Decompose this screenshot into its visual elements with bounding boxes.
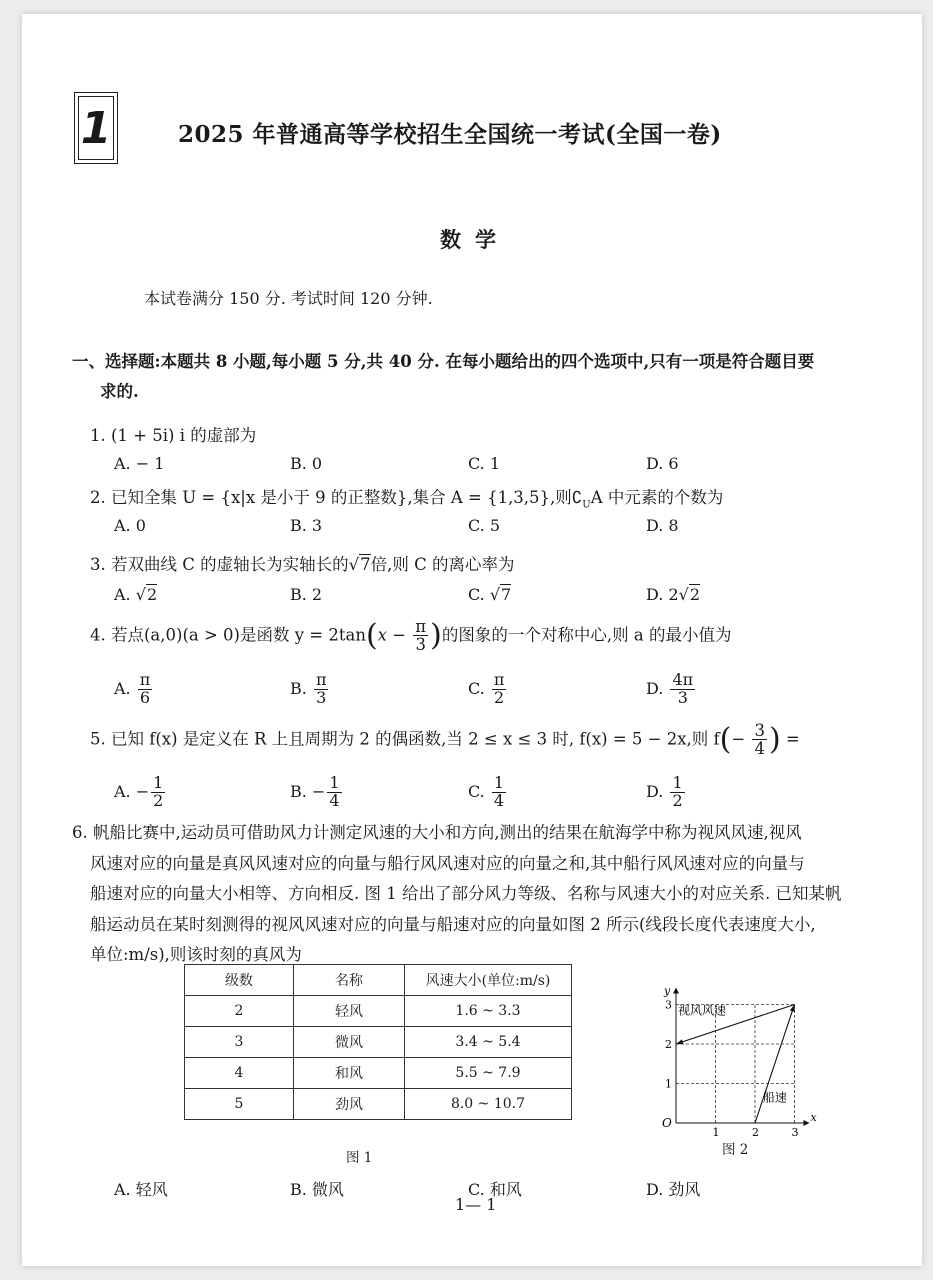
q3-stem-radicand: 7 — [360, 555, 371, 574]
question-5: 5. 已知 f(x) 是定义在 R 上且周期为 2 的偶函数,当 2 ≤ x ≤ 3 时, f(x) = 5 − 2x,则 f(− $\frac{3}{4}$ ) = — [90, 721, 800, 759]
q4-option-c: C. $\frac{\pi}{2}$ — [468, 670, 505, 707]
table-cell: 2 — [185, 996, 294, 1027]
x-tick-label: 1 — [712, 1126, 720, 1139]
wind-scale-table — [184, 964, 572, 1120]
table-cell: 8.0 ~ 10.7 — [405, 1089, 572, 1120]
table-cell: 轻风 — [294, 996, 405, 1027]
question-4: 4. 若点(a,0)(a > 0)是函数 y = 2tan(x − $\frac{\pi}{3}$ )的图象的一个对称中心,则 a 的最小值为 — [90, 617, 732, 655]
q6-line: 风速对应的向量是真风风速对应的向量与船行风风速对应的向量之和,其中船行风风速对应的向量与 — [90, 853, 805, 873]
q2-stem-end: A 中元素的个数为 — [590, 488, 724, 507]
figure-2-plot — [662, 985, 818, 1140]
q6-line: 船速对应的向量大小相等、方向相反. 图 1 给出了部分风力等级、名称与风速大小的对应关系. 已知某帆 — [90, 884, 842, 903]
question-3: 3. 若双曲线 C 的虚轴长为实轴长的√7倍,则 C 的离心率为 — [90, 555, 515, 574]
table-cell: 5.5 ~ 7.9 — [405, 1058, 572, 1089]
q1-option-a: A. − 1 — [114, 454, 165, 473]
table-header-row — [185, 965, 572, 996]
section-heading-cont: 求的. — [100, 382, 139, 401]
table-cell: 3.4 ~ 5.4 — [405, 1027, 572, 1058]
figure-1-caption: 图 1 — [346, 1150, 373, 1166]
x-tick-label: 2 — [752, 1126, 759, 1139]
q3-option-d: D. 2√2 — [646, 585, 700, 604]
q2-option-a: A. 0 — [114, 516, 146, 535]
y-tick-label: 3 — [665, 998, 672, 1012]
question-6 — [72, 818, 900, 971]
apparent-wind-label: 视风风速 — [678, 1003, 727, 1018]
apparent-wind-vector-arrowhead — [676, 1039, 683, 1044]
y-axis-label: y — [664, 984, 671, 998]
q2-stem: 2. 已知全集 U = {x|x 是小于 9 的正整数},集合 A = {1,3,5},则∁ — [90, 488, 583, 507]
q2-option-d: D. 8 — [646, 516, 679, 535]
q6-line: 船运动员在某时刻测得的视风风速对应的向量与船速对应的向量如图 2 所示(线段长度代表速度大小, — [90, 914, 816, 934]
q6-option-d: D. 劲风 — [646, 1180, 701, 1199]
q3-option-b: B. 2 — [290, 585, 323, 604]
table-row — [185, 1089, 572, 1120]
q6-option-c: C. 和风 — [468, 1180, 522, 1199]
table-cell: 1.6 ~ 3.3 — [405, 996, 572, 1027]
y-axis-arrow — [673, 988, 679, 994]
q4-option-a: A. $\frac{\pi}{6}$ — [114, 670, 151, 707]
q2-option-c: C. 5 — [468, 516, 501, 535]
x-tick-label: 3 — [791, 1126, 799, 1139]
subject-title: 数学 — [440, 227, 510, 252]
paper-number: 1 — [78, 96, 114, 160]
question-2 — [90, 484, 723, 510]
table-header: 风速大小(单位:m/s) — [405, 965, 572, 996]
table-cell: 5 — [185, 1089, 294, 1120]
y-tick-label: 1 — [665, 1077, 672, 1091]
q5-option-d: D. $\frac{1}{2}$ — [646, 773, 683, 810]
q4-option-d: D. $\frac{4\pi}{3}$ — [646, 670, 694, 707]
paper-number-badge — [74, 92, 118, 164]
q6-line: 单位:m/s),则该时刻的真风为 — [90, 945, 302, 964]
q6-option-a: A. 轻风 — [114, 1180, 168, 1199]
q5-option-a: A. − $\frac{1}{2}$ — [114, 773, 164, 810]
figure-2-diagram — [650, 980, 820, 1142]
exam-note: 本试卷满分 150 分. 考试时间 120 分钟. — [144, 289, 433, 308]
y-tick-label: 2 — [665, 1038, 672, 1051]
q3-option-c: C. √7 — [468, 585, 512, 604]
q2-option-b: B. 3 — [290, 516, 323, 535]
q2-stem-sub: U — [582, 499, 591, 511]
table-cell: 3 — [185, 1027, 294, 1058]
q1-option-b: B. 0 — [290, 454, 323, 473]
table-cell: 和风 — [294, 1058, 405, 1089]
x-axis-label: x — [810, 1111, 817, 1124]
q1-option-d: D. 6 — [646, 454, 679, 473]
table-cell: 微风 — [294, 1027, 405, 1058]
table-header: 名称 — [294, 965, 405, 996]
q5-option-c: C. $\frac{1}{4}$ — [468, 773, 505, 810]
table-cell: 劲风 — [294, 1089, 405, 1120]
q6-line: 6. 帆船比赛中,运动员可借助风力计测定风速的大小和方向,测出的结果在航海学中称为视风风速,视风 — [72, 823, 802, 842]
table-cell: 4 — [185, 1058, 294, 1089]
q6-option-b: B. 微风 — [290, 1180, 344, 1199]
x-axis-arrow — [804, 1120, 810, 1126]
table-row — [185, 1027, 572, 1058]
q3-option-a: A. √2 — [114, 585, 158, 604]
origin-label: O — [662, 1116, 672, 1130]
page-number: 1— 1 — [455, 1195, 497, 1214]
q3-stem-post: 倍,则 C 的离心率为 — [370, 555, 515, 574]
section-heading: 一、选择题:本题共 8 小题,每小题 5 分,共 40 分. 在每小题给出的四个选项中,只有一项是符合题目要 — [72, 352, 815, 371]
q5-option-b: B. − $\frac{1}{4}$ — [290, 773, 340, 810]
question-1: 1. (1 + 5i) i 的虚部为 — [90, 426, 257, 445]
table-header: 级数 — [185, 965, 294, 996]
table-row — [185, 1058, 572, 1089]
boat-velocity-vector — [755, 1005, 795, 1124]
q1-option-c: C. 1 — [468, 454, 501, 473]
figure-2-caption: 图 2 — [722, 1142, 749, 1158]
q3-stem-pre: 3. 若双曲线 C 的虚轴长为实轴长的 — [90, 555, 349, 574]
q4-option-b: B. $\frac{\pi}{3}$ — [290, 670, 327, 707]
table-row — [185, 996, 572, 1027]
boat-speed-label: 船速 — [762, 1090, 787, 1105]
exam-title: 2025 年普通高等学校招生全国统一考试(全国一卷) — [178, 121, 722, 148]
